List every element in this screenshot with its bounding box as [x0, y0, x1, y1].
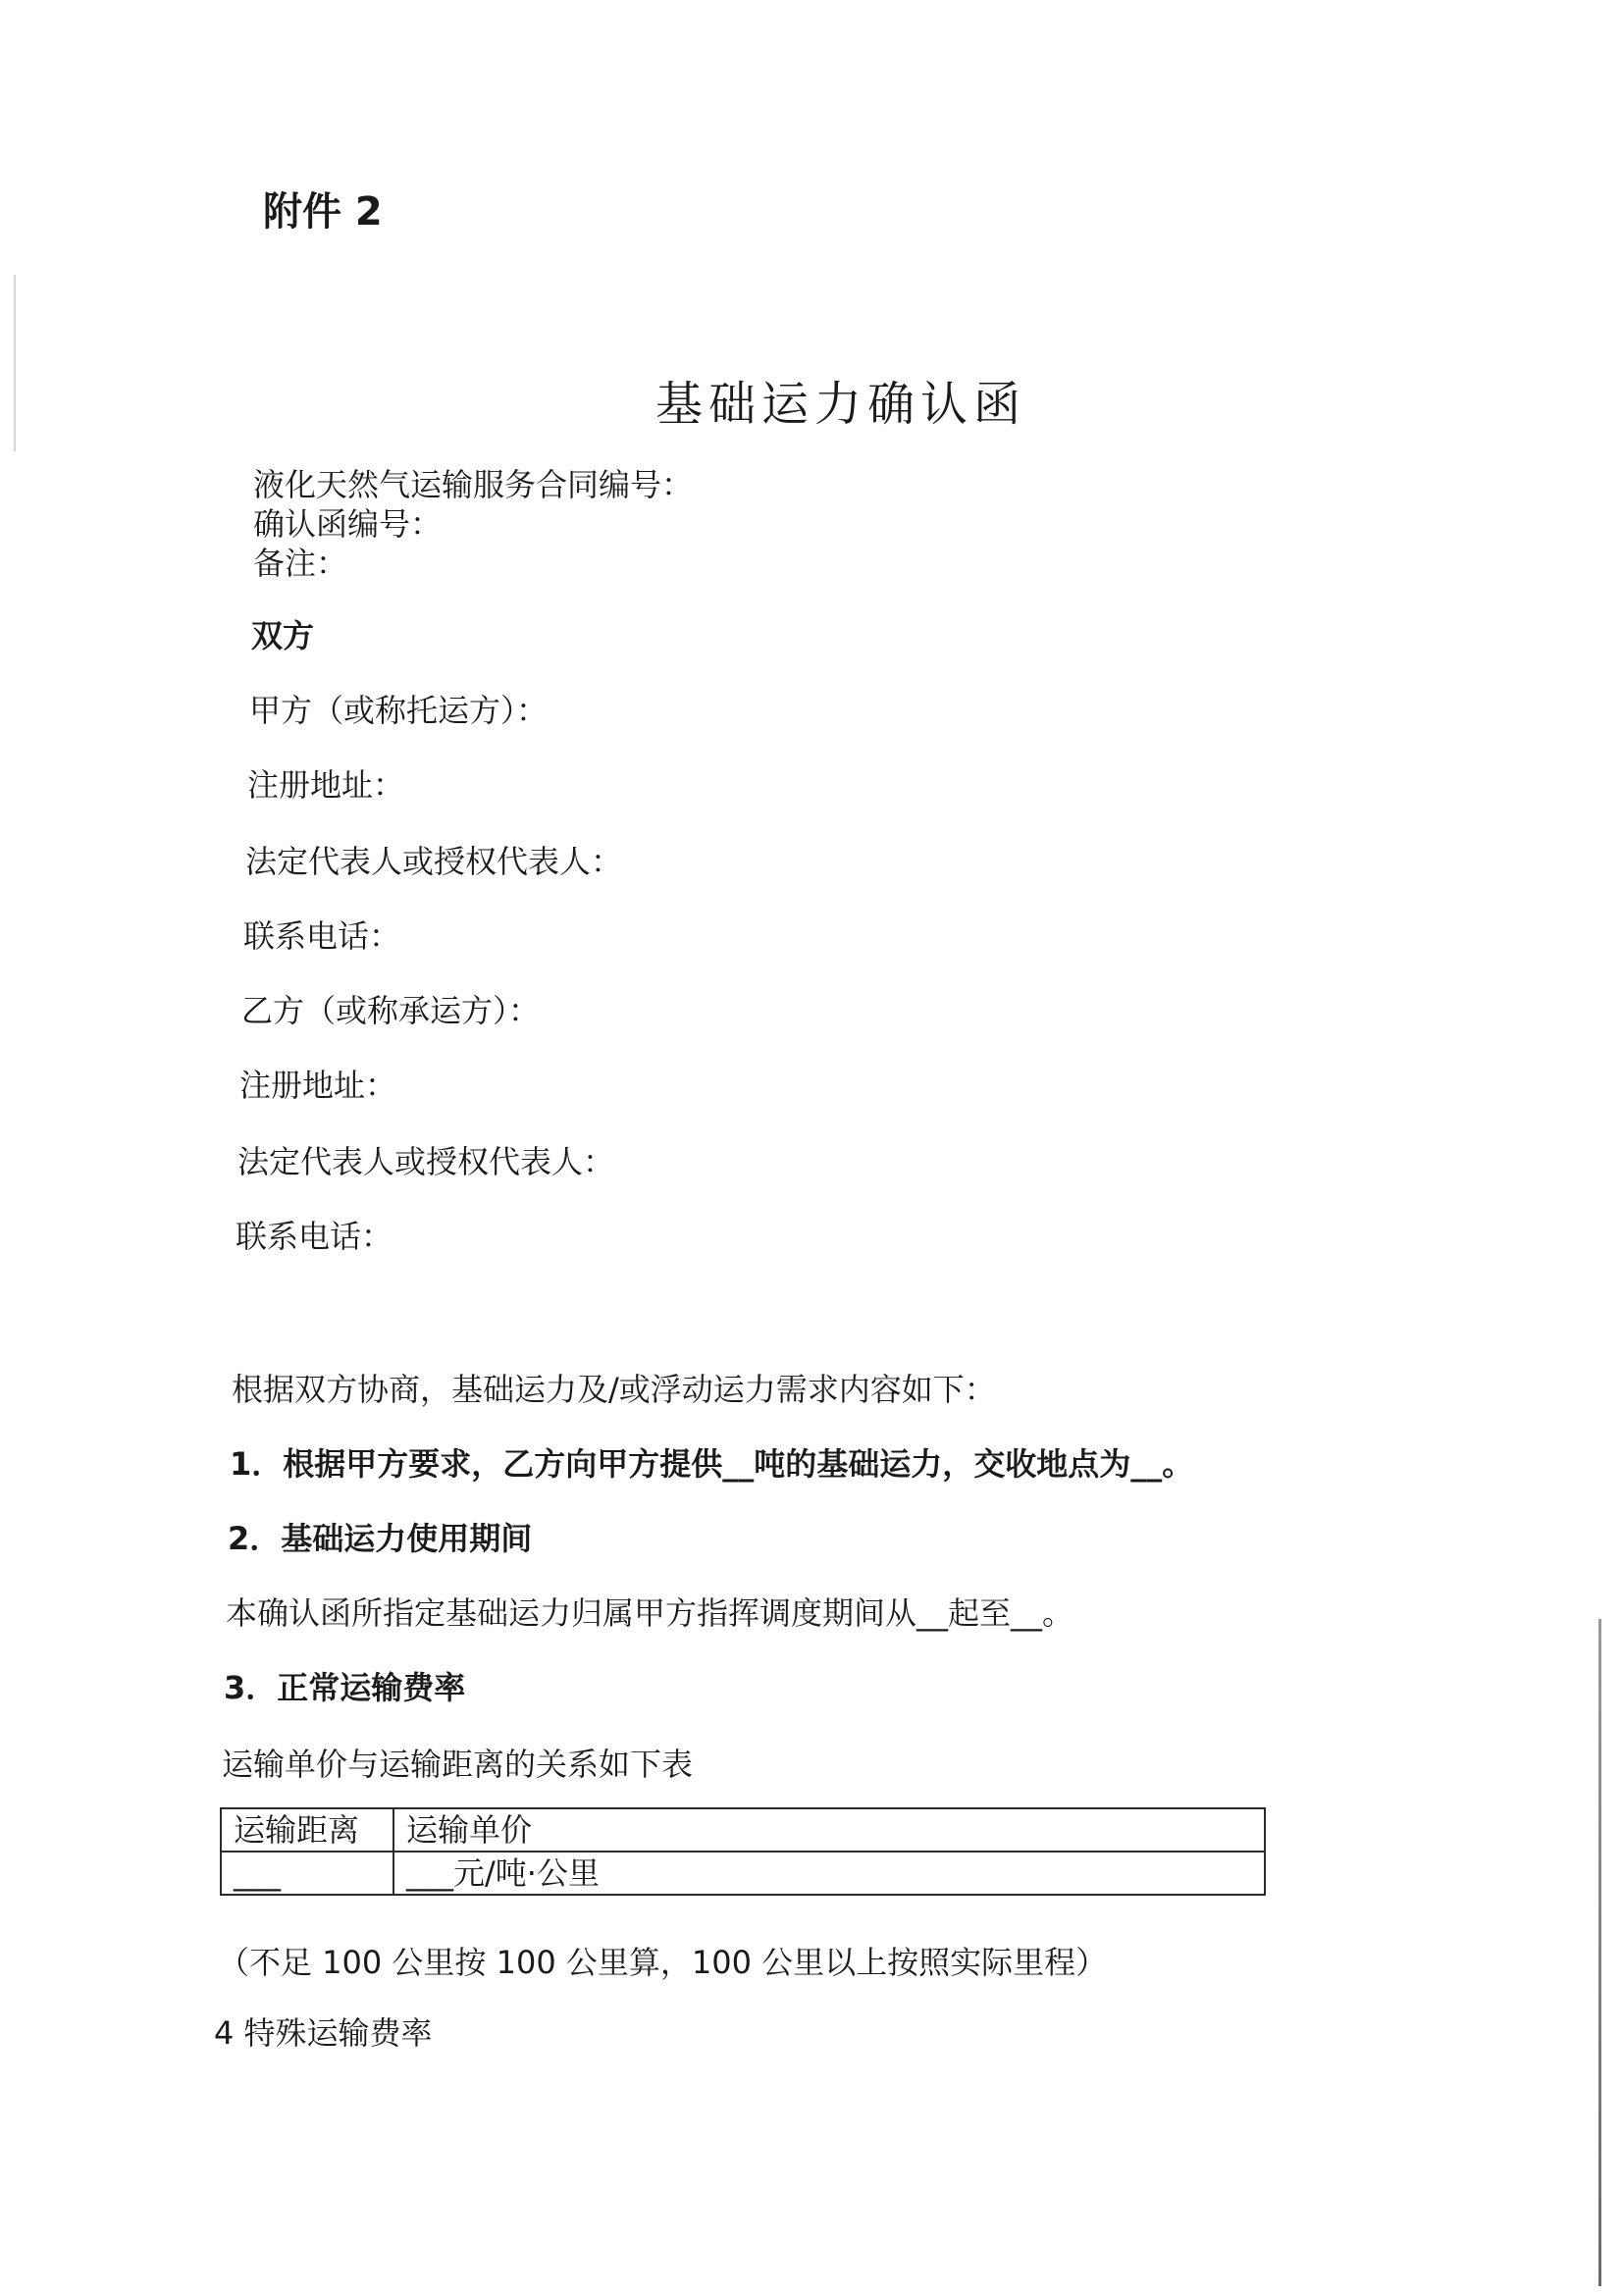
scan-edge-left [14, 275, 16, 451]
item-2-text: 本确认函所指定基础运力归属甲方指挥调度期间从__起至__。 [226, 1594, 1074, 1632]
document-title: 基础运力确认函 [655, 377, 1027, 432]
party-b-representative: 法定代表人或授权代表人： [237, 1143, 615, 1180]
party-a-address: 注册地址： [247, 766, 405, 804]
letter-number-field: 确认函编号： [253, 505, 443, 543]
party-b-label: 乙方（或称承运方）： [241, 992, 541, 1029]
cell-unit-price: ___元/吨·公里 [393, 1852, 1265, 1895]
party-a-label: 甲方（或称托运方）： [249, 692, 549, 729]
table-row [221, 1852, 1265, 1895]
header-unit-price: 运输单价 [393, 1808, 1265, 1852]
header-distance: 运输距离 [221, 1808, 393, 1852]
item-3-heading: 3．正常运输费率 [224, 1669, 466, 1706]
intro-paragraph: 根据双方协商，基础运力及/或浮动运力需求内容如下： [232, 1371, 996, 1408]
cell-distance: ___ [221, 1852, 393, 1895]
party-b-phone: 联系电话： [236, 1218, 393, 1255]
item-2-heading: 2．基础运力使用期间 [228, 1520, 533, 1557]
contract-number-field: 液化天然气运输服务合同编号： [253, 466, 694, 503]
table-row [221, 1808, 1265, 1852]
item-3-text: 运输单价与运输距离的关系如下表 [222, 1746, 694, 1783]
party-a-representative: 法定代表人或授权代表人： [245, 843, 623, 880]
party-a-phone: 联系电话： [243, 917, 401, 955]
distance-note: （不足 100 公里按 100 公里算，100 公里以上按照实际里程） [218, 1944, 1108, 1981]
remarks-field: 备注： [253, 545, 348, 582]
scan-edge-right [1598, 1619, 1601, 2286]
attachment-label: 附件 2 [263, 189, 383, 235]
party-b-address: 注册地址： [239, 1067, 397, 1104]
rate-table [220, 1807, 1266, 1896]
item-1: 1．根据甲方要求，乙方向甲方提供__吨的基础运力，交收地点为__。 [230, 1445, 1194, 1483]
parties-heading: 双方 [251, 617, 315, 654]
item-4-heading: 4 特殊运输费率 [214, 2014, 433, 2052]
